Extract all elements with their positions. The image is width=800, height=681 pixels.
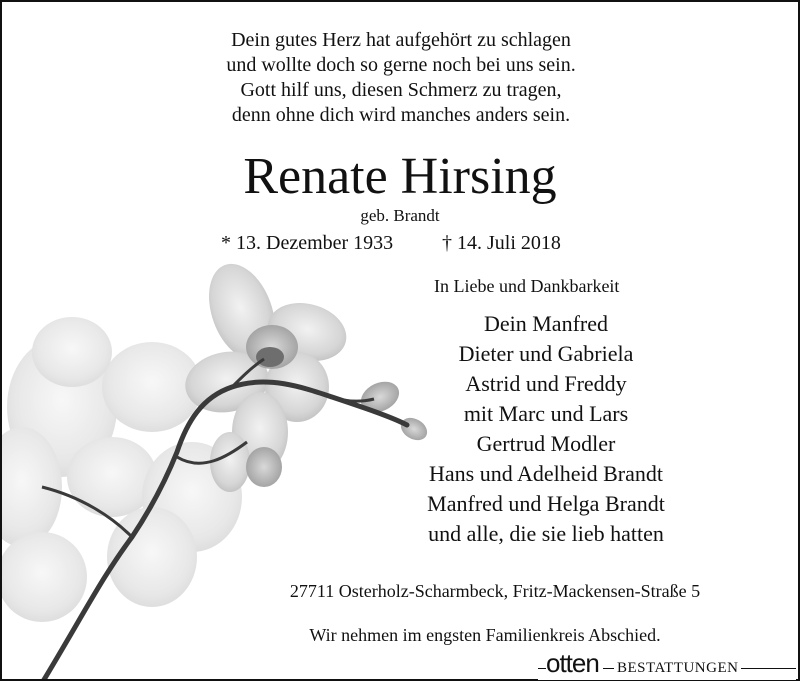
address-line [2, 580, 798, 602]
mourner-name: Dieter und Gabriela [458, 341, 634, 366]
mourner-name: Manfred und Helga Brandt [427, 491, 665, 516]
mourner-name: Dein Manfred [483, 311, 608, 336]
mourner-name: mit Marc und Lars [463, 401, 629, 426]
logo-wordmark: otten [546, 650, 603, 676]
farewell-line [2, 624, 798, 646]
farewell-text: Wir nehmen im engsten Familienkreis Abschied. [309, 625, 661, 645]
orchid-illustration [2, 257, 442, 681]
mourners-list [400, 309, 692, 549]
deceased-name: Renate Hirsing [243, 148, 557, 205]
address-text: 27711 Osterholz-Scharmbeck, Fritz-Mackensen-Straße 5 [289, 581, 701, 601]
logo-subtitle: BESTATTUNGEN [614, 660, 741, 676]
mourner-name: und alle, die sie lieb hatten [428, 521, 664, 546]
maiden-name: geb. Brandt [360, 206, 440, 225]
birth-date: * 13. Dezember 1933 [221, 232, 394, 254]
mourner-name: Astrid und Freddy [465, 371, 627, 396]
poem-line: und wollte doch so gerne noch bei uns sein. [226, 54, 576, 76]
poem-line: Dein gutes Herz hat aufgehört zu schlagen [231, 29, 571, 51]
mourner-name: Gertrud Modler [476, 431, 616, 456]
funeral-home-logo [538, 648, 796, 680]
poem-line: Gott hilf uns, diesen Schmerz zu tragen, [240, 79, 562, 101]
greeting-line: In Liebe und Dankbarkeit [434, 276, 620, 296]
death-date: † 14. Juli 2018 [442, 232, 561, 254]
poem-line: denn ohne dich wird manches anders sein. [231, 104, 571, 126]
mourner-name: Hans und Adelheid Brandt [428, 461, 664, 486]
memorial-poem [2, 28, 798, 128]
